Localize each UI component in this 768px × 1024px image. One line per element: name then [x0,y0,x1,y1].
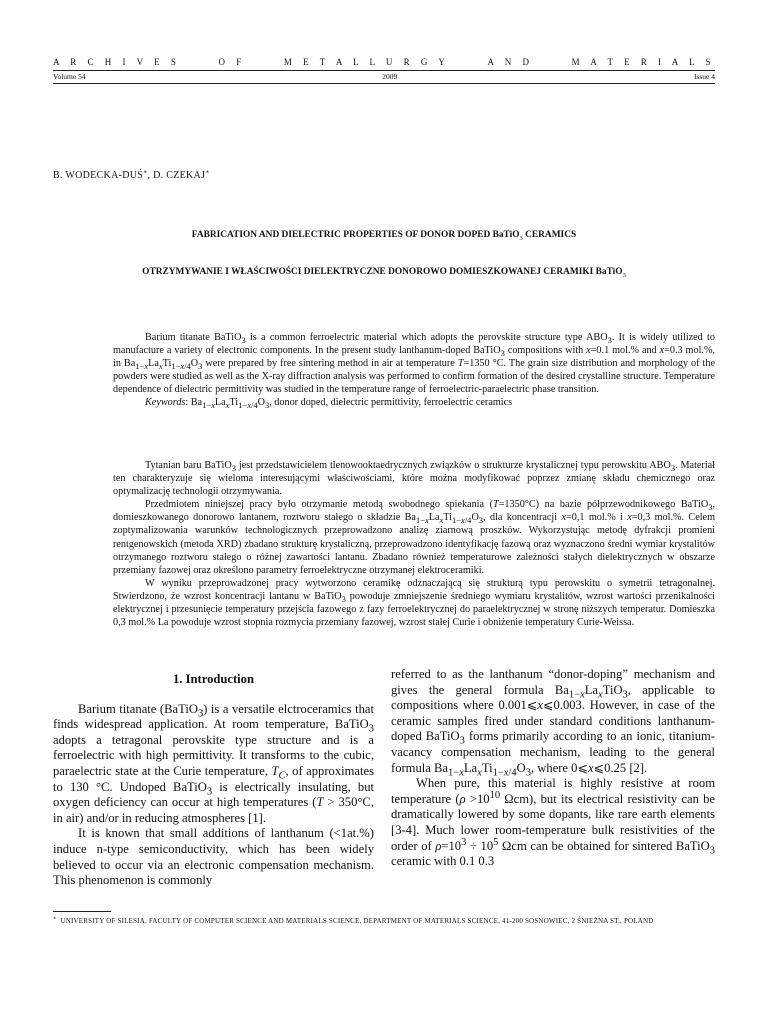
journal-word: M A T E R I A L S [571,57,715,67]
footnote-mark: ∗ [53,916,57,922]
affiliation-mark: ∗ [205,169,210,176]
abstract-paragraph: Barium titanate BaTiO$_3$ is a common ferroelectric material which adopts the perovskite structure type $ABO_3$. It is widely utilized to manufacture a variety of electronic components. In the present study lanthanum-doped BaTiO$_3$ compositions with x=0.1 mol.% and x=0.3 mol.%, in $Ba_{1-x}La_xTi_{1-x/4}O_3$ were prepared by free sintering method in air at temperature T=1350 °C. The grain size distribution and morphology of the powders were studied as well as the X-ray diffraction analysis was performed to confirm formation of the desired crystalline structure. Temperature dependence of dielectric permittivity was studied in the temperature range of ferroelectric-paraelectric phase transition. [113,332,715,396]
journal-word: A N D [487,57,534,67]
abstract-english [113,331,715,410]
year-label: 2009 [382,72,398,81]
title-english [53,230,715,240]
issue-label: Issue 4 [693,72,715,81]
journal-word: M E T A L L U R G Y [283,57,450,67]
title-polish [53,267,715,277]
header-rule [53,70,715,71]
title-english-text: FABRICATION AND DIELECTRIC PROPERTIES OF DONOR DOPED BaTiO [191,230,520,240]
affiliation-mark: ∗ [143,169,148,176]
journal-word: A R C H I V E S [53,57,181,67]
title-subscript: 3 [622,271,626,279]
streszczenie-paragraph: W wyniku przeprowadzonej pracy wytworzono ceramikę odznaczającą się strukturą typu perowskitu o symetrii tetragonalnej. Stwierdzono, że wzrost koncentracji lantanu w BaTiO$_3$ powoduje zmniejszenie średniego wymiaru krystalitów, wzrost wartości przenikalności elektrycznej i przesunięcie temperatury przejścia fazowego z fazy ferroelektrycznej do paraelektrycznej w stronę niższych temperatur. Domieszka 0,3 mol.% La powoduje wzrost stopnia rozmycia przemiany fazowej, wzrost stałej Curie i obniżenie temperatury Curie-Weissa. [113,577,715,629]
title-english-end: CERAMICS [522,230,577,240]
body-column-right [391,667,715,870]
journal-header [53,57,715,67]
abstract-polish [113,459,715,629]
footnote-text: UNIVERSITY OF SILESIA, FACULTY OF COMPUTER SCIENCE AND MATERIALS SCIENCE, DEPARTMENT OF MATERIALS SCIENCE, 41-200 SOSNOWIEC, 2 ŚNIEŻNA ST., POLAND [60,917,654,925]
body-column-left [53,672,374,889]
header-rule-bottom [53,83,715,84]
section-title: 1. Introduction [173,672,254,686]
keywords: Keywords: $Ba_{1-x}La_xTi_{1-x/4}O_3$, donor doped, dielectric permittivity, ferroelectric ceramics [145,397,513,411]
body-paragraph: When pure, this material is highly resistive at room temperature ($\rho >10^{10}$ Ωcm), but its electrical resistivity can be dramatically lowered by some dopants, like rare earth elements [3-4]. Much lower room-temperature bulk resistivities of the order of $\rho=10^3 \div 10^5$ Ωcm can be obtained for sintered BaTiO$_3$ ceramic with 0.1 0.3 [391,776,716,869]
title-subscript: 3 [519,234,523,242]
streszczenie-paragraph: Tytanian baru BaTiO$_3$ jest przedstawicielem tlenowooktaedrycznych związków o strukturze krystalicznej typu perowskitu $ABO_3$. Materiał ten charakteryzuje się wieloma interesującymi właściwościami, które można modyfikować poprzez zmianę składu chemicznego oraz optymalizację technologii otrzymywania. [113,460,715,498]
journal-word: O F [218,57,246,67]
body-paragraph: It is known that small additions of lanthanum (<1at.%) induce n-type semiconductivity, which has been widely believed to occur via an electronic compensation mechanism. This phenomenon is commonly [53,826,374,888]
footnote [53,917,715,925]
body-paragraph: Barium titanate (BaTiO$_3$) is a versatile elctroceramics that finds widespread application. At room temperature, BaTiO$_3$ adopts a tetragonal perovskite type structure and is a ferroelectric with high permittivity. It transforms to the cubic, paraelectric state at the Curie temperature, $T_C$, of approximates to 130 °C. Undoped BaTiO$_3$ is electrically insulating, but oxygen deficiency can occur at high temperatures (T > 350°C, in air) and/or in reducing atmospheres [1]. [53,701,374,825]
author-1: B. WODECKA-DUŚ [53,170,144,181]
issue-row [53,72,715,81]
title-polish-text: OTRZYMYWANIE I WŁAŚCIWOŚCI DIELEKTRYCZNE DONOROWO DOMIESZKOWANEJ CERAMIKI BaTiO [142,267,623,277]
footnote-rule [53,911,111,912]
volume-label: Volume 54 [53,72,86,81]
author-2: , D. CZEKAJ [147,170,206,181]
authors [53,170,210,181]
streszczenie-paragraph: Przedmiotem niniejszej pracy było otrzymanie metodą swobodnego spiekania (T=1350°C) na bazie półprzewodnikowego BaTiO$_3$, domieszkowanego donorowo lantanem, roztworu stałego o składzie $Ba_{1-x}La_xTi_{1-x/4}O_3$, dla koncentracji x=0,1 mol.% i x=0,3 mol.%. Celem zoptymalizowania warunków technologicznych przeprowadzono analizę ziarnową proszków. Wykorzystując metodę dyfrakcji promieni rentgenowskich (metoda XRD) zbadano strukturę krystaliczną, przeprowadzono identyfikację fazową oraz wyznaczono średni wymiar krystalitów otrzymanego roztworu stałego o różnej zawartości lantanu. Zbadano również temperaturowe zależności stałych dielektrycznych w obszarze przemiany fazowej oraz określono parametry ferroelektryczne otrzymanej elektroceramiki. [113,499,715,576]
body-paragraph: referred to as the lanthanum “donor-doping” mechanism and gives the general formula $Ba_{1-x}La_xTiO_3$, applicable to compositions where 0.001⩽x⩽0.003. However, in case of the ceramic samples fired under standard conditions lanthanum-doped BaTiO$_3$ forms primarily according to an ionic, titanium-vacancy compensation mechanism, leading to the general formula $Ba_{1-x}La_xTi_{1-x/4}O_3$, where 0⩽x⩽0.25 [2]. [391,667,716,779]
